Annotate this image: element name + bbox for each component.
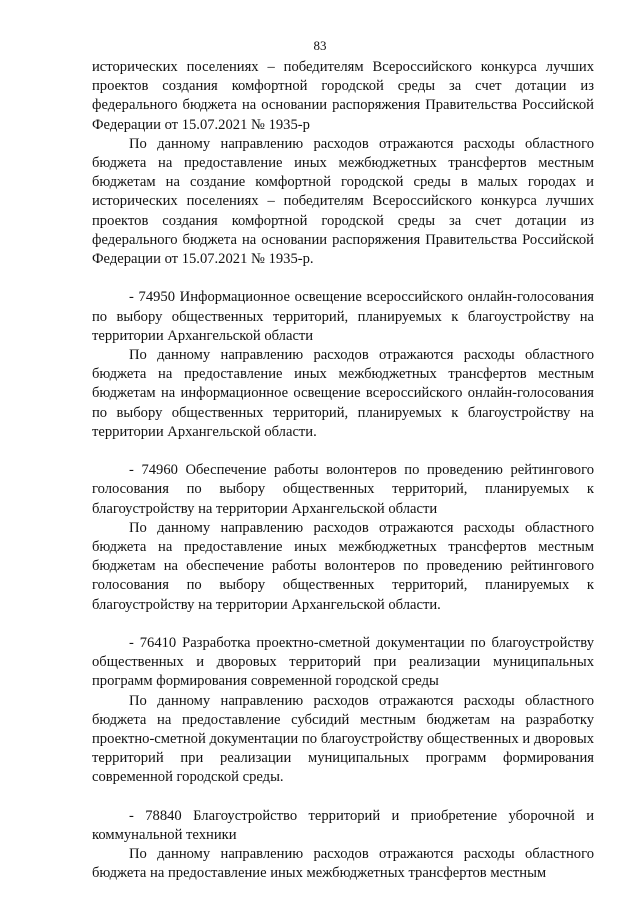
paragraph-description: По данному направлению расходов отражаются расходы областного бюджета на предоставление иных межбюджетных трансфертов местным: [92, 846, 594, 882]
paragraph-description: По данному направлению расходов отражаются расходы областного бюджета на предоставление иных межбюджетных трансфертов местным бюджетам на информационное освещение всероссийского онлайн-голосования по выбору общественных территорий, планируемых к благоустройству на территории Архангельской области.: [92, 347, 594, 440]
paragraph-heading-74950: - 74950 Информационное освещение всероссийского онлайн-голосования по выбору общественных территорий, планируемых к благоустройству на территории Архангельской области: [92, 289, 594, 344]
paragraph-gap: [92, 615, 594, 634]
document-body: [92, 58, 594, 884]
paragraph-description: По данному направлению расходов отражаются расходы областного бюджета на предоставление иных межбюджетных трансфертов местным бюджетам на создание комфортной городской среды в малых городах и исторических поселениях – победителям Всероссийского конкурса лучших проектов создания комфортной городской среды за счет дотации из федерального бюджета на основании распоряжения Правительства Российской Федерации от 15.07.2021 № 1935-р.: [92, 135, 594, 268]
paragraph-heading-74960: - 74960 Обеспечение работы волонтеров по проведению рейтингового голосования по выбору общественных территорий, планируемых к благоустройству на территории Архангельской области: [92, 462, 594, 517]
paragraph-heading-76410: - 76410 Разработка проектно-сметной документации по благоустройству общественных и дворовых территорий при реализации муниципальных программ формирования современной городской среды: [92, 635, 594, 690]
paragraph-gap: [92, 788, 594, 807]
page-number: 83: [313, 38, 327, 53]
paragraph-continuation: исторических поселениях – победителям Всероссийского конкурса лучших проектов создания комфортной городской среды за счет дотации из федерального бюджета на основании распоряжения Правительства Российской Федерации от 15.07.2021 № 1935-р: [92, 59, 594, 133]
paragraph-gap: [92, 442, 594, 461]
paragraph-gap: [92, 269, 594, 288]
paragraph-heading-78840: - 78840 Благоустройство территорий и приобретение уборочной и коммунальной техники: [92, 807, 594, 844]
paragraph-description: По данному направлению расходов отражаются расходы областного бюджета на предоставление иных межбюджетных трансфертов местным бюджетам на обеспечение работы волонтеров по проведению рейтингового голосования по выбору общественных территорий, планируемых к благоустройству на территории Архангельской области.: [92, 519, 594, 613]
paragraph-description: По данному направлению расходов отражаются расходы областного бюджета на предоставление субсидий местным бюджетам на разработку проектно-сметной документации по благоустройству общественных и дворовых территорий при реализации муниципальных программ формирования современной городской среды.: [92, 692, 594, 786]
